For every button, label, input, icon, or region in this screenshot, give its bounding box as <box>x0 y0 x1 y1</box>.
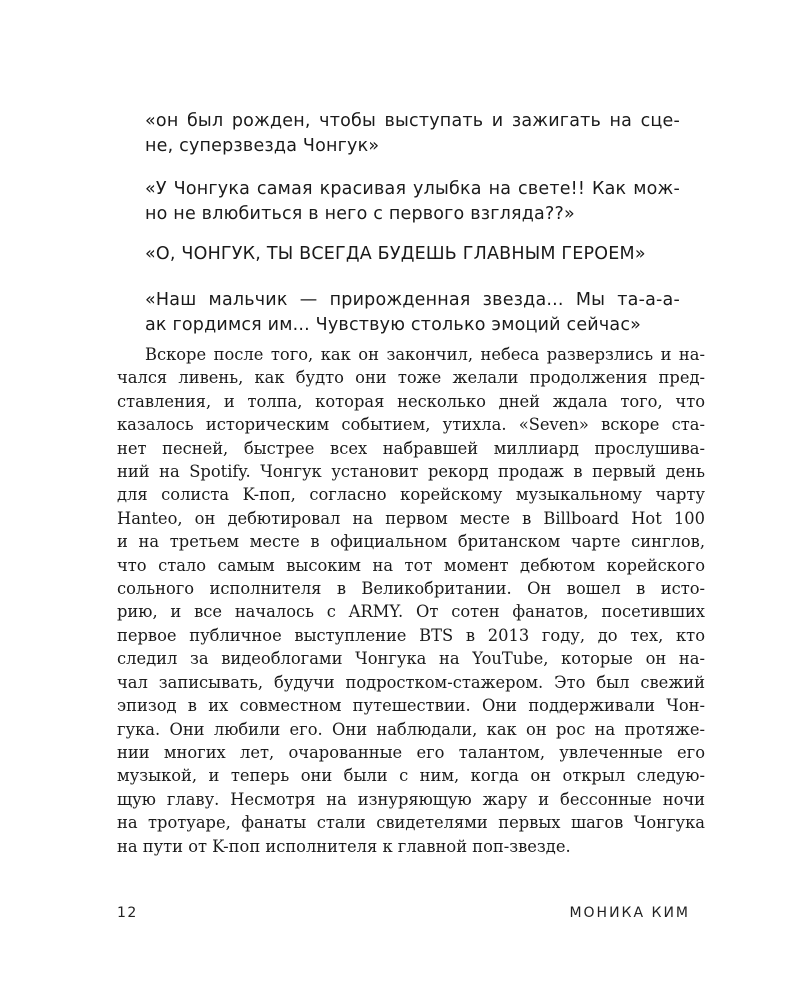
quote-line: «О, ЧОНГУК, ТЫ ВСЕГДА БУДЕШЬ ГЛАВНЫМ ГЕРОЕМ» <box>145 244 646 264</box>
body-line: нии многих лет, очарованные его талантом, увлеченные его <box>117 742 705 762</box>
body-line: эпизод в их совместном путешествии. Они поддерживали Чон- <box>117 696 705 716</box>
quote-line: «он был рожден, чтобы выступать и зажигать на сце- <box>145 111 680 131</box>
body-line: рию, и все началось с ARMY. От сотен фанатов, посетивших <box>117 602 705 622</box>
body-line: первое публичное выступление BTS в 2013 году, до тех, кто <box>117 625 705 645</box>
body-line: на тротуаре, фанаты стали свидетелями первых шагов Чонгука <box>117 813 705 833</box>
body-line: чался ливень, как будто они тоже желали продолжения пред- <box>117 368 705 388</box>
running-head-author: МОНИКА КИМ <box>569 905 690 921</box>
body-line: следил за видеоблогами Чонгука на YouTube, которые он на- <box>117 649 705 669</box>
page-number: 12 <box>117 905 138 921</box>
body-line: и на третьем месте в официальном британском чарте синглов, <box>117 532 705 552</box>
quote-line: но не влюбиться в него с первого взгляда??» <box>145 204 575 224</box>
quote-line: ак гордимся им... Чувствую столько эмоций сейчас» <box>145 315 642 335</box>
quote-line: не, суперзвезда Чонгук» <box>145 136 380 156</box>
body-line: что стало самым высоким на тот момент дебютом корейского <box>117 555 705 575</box>
body-line: гука. Они любили его. Они наблюдали, как он рос на протяже- <box>117 719 705 739</box>
body-line: музыкой, и теперь они были с ним, когда он открыл следую- <box>117 766 705 786</box>
body-line: ний на Spotify. Чонгук установит рекорд продаж в первый день <box>117 462 705 482</box>
body-line: щую главу. Несмотря на изнуряющую жару и бессонные ночи <box>117 789 705 809</box>
fan-quote-4 <box>145 288 680 338</box>
body-line: на пути от K-поп исполнителя к главной поп-звезде. <box>117 836 571 856</box>
fan-quote-2 <box>145 177 680 227</box>
body-line: для солиста K-поп, согласно корейскому музыкальному чарту <box>117 485 705 505</box>
body-paragraph <box>117 343 705 858</box>
fan-quote-3 <box>145 242 680 267</box>
body-line: Hanteo, он дебютировал на первом месте в Billboard Hot 100 <box>117 508 705 528</box>
quote-line: «У Чонгука самая красивая улыбка на свете!! Как мож- <box>145 179 680 199</box>
body-line: чал записывать, будучи подростком-стажером. Это был свежий <box>117 672 705 692</box>
body-line: казалось историческим событием, утихла. «Seven» вскоре ста- <box>117 415 705 435</box>
quote-line: «Наш мальчик — прирожденная звезда... Мы та-а-а- <box>145 290 680 310</box>
fan-quote-1 <box>145 109 680 159</box>
body-line: Вскоре после того, как он закончил, небеса разверзлись и на- <box>145 345 705 364</box>
body-line: нет песней, быстрее всех набравшей миллиард прослушива- <box>117 438 705 458</box>
body-line: ставления, и толпа, которая несколько дней ждала того, что <box>117 391 705 411</box>
body-line: сольного исполнителя в Великобритании. Он вошел в исто- <box>117 579 705 599</box>
